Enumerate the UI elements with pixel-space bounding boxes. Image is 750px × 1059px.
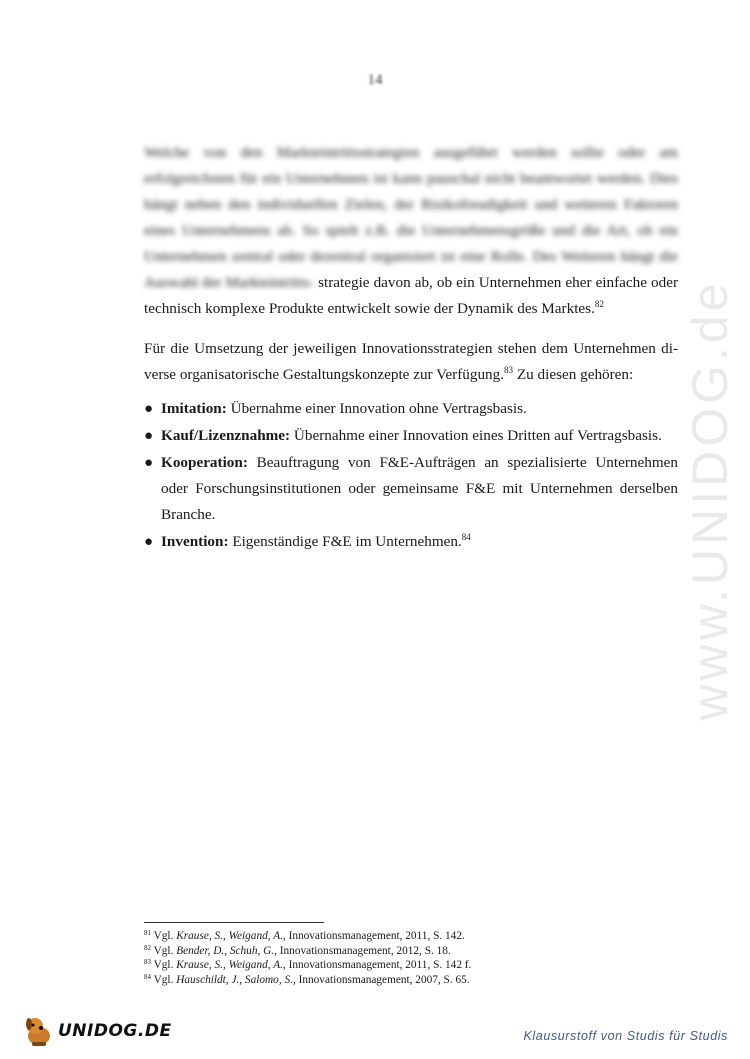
- paragraph-1-visible: strategie davon ab, ob ein Unternehmen eher einfache oder technisch komplexe Produkte entwickelt sowie der Dynamik des Marktes.: [144, 274, 679, 317]
- bullet-item-imitation: [144, 396, 678, 422]
- footnote-authors: Hauschildt, J., Salomo, S.: [176, 973, 293, 986]
- bullet-icon: ●: [144, 534, 154, 550]
- footnote-number: 83: [144, 958, 151, 966]
- bullet-item-kooperation: [144, 450, 678, 528]
- page-number: 14: [367, 72, 383, 88]
- footnote-authors: Krause, S., Weigand, A.: [176, 959, 283, 971]
- footnote-authors: Bender, D., Schuh, G.: [176, 944, 275, 957]
- bullet-term: Imitation:: [161, 400, 227, 417]
- blurred-text-content: Welche von den Markteintrittsstrategien ausgeführt werden sollte oder am erfolgreichsten für ein Unternehmen ist kann pauschal nicht beantwortet werden. Dies hängt neben den individuellen Zielen, der Risikofreudigkeit und weiteren Faktoren eines Unternehmens ab. So spielt z.B. die Unternehmensgröße und die Art, ob ein Unternehmen zentral oder dezentral organisiert ist eine Rolle. Des Weiteren hängt die Auswahl der Markteintritts-: [144, 144, 678, 291]
- bullet-term: Kauf/Lizenznahme:: [161, 427, 291, 444]
- watermark: www.UNIDOG.de: [682, 279, 738, 721]
- footnote-ref-82: 82: [594, 299, 604, 309]
- footnote-prefix: Vgl.: [151, 959, 177, 971]
- tagline: Klausurstoff von Studis für Studis: [523, 1029, 728, 1043]
- footnote-number: 81: [144, 929, 151, 937]
- footnote-rest: , Innovationsmanagement, 2007, S. 65.: [292, 973, 470, 986]
- footnote-prefix: Vgl.: [151, 930, 177, 942]
- paragraph-1: [144, 140, 678, 322]
- footnote-number: 84: [144, 972, 151, 981]
- footnote-rest: , Innovationsmanagement, 2012, S. 18.: [274, 944, 451, 957]
- bullet-term: Invention:: [161, 533, 229, 550]
- footnote-prefix: Vgl.: [151, 944, 177, 957]
- footnote-prefix: Vgl.: [151, 973, 177, 986]
- body-text: [144, 140, 678, 556]
- bullet-icon: ●: [144, 401, 154, 417]
- unidog-logo[interactable]: [22, 1014, 172, 1048]
- bullet-term: Kooperation:: [161, 454, 248, 471]
- bullet-list: [144, 396, 678, 555]
- paragraph-2-text: Für die Umsetzung der jeweiligen Innovationsstrategien stehen dem Unternehmen diverse organisatorische Gestaltungskonzepte zur Verfügung.: [144, 340, 678, 383]
- paragraph-2: [144, 336, 678, 388]
- bullet-icon: ●: [144, 455, 154, 471]
- paragraph-2-text-after: Zu diesen gehören:: [513, 366, 634, 383]
- footnote-82: [144, 944, 704, 959]
- footnote-divider: [144, 922, 324, 923]
- footnote-81: [144, 929, 704, 944]
- footnote-ref-83: 83: [504, 365, 514, 375]
- bullet-text: Übernahme einer Innovation ohne Vertragsbasis.: [226, 400, 527, 417]
- blurred-text: [144, 144, 678, 291]
- footnote-rest: , Innovationsmanagement, 2011, S. 142 f.: [282, 959, 472, 971]
- bullet-item-kauf: [144, 423, 678, 449]
- footnote-84: [144, 973, 704, 988]
- footnote-rest: , Innovationsmanagement, 2011, S. 142.: [282, 930, 465, 942]
- footnote-83: [144, 958, 704, 973]
- bullet-text: Übernahme einer Innovation eines Dritten auf Vertragsbasis.: [290, 427, 662, 444]
- bullet-text: Eigenständige F&E im Unternehmen.: [228, 533, 462, 550]
- bullet-text: Beauftragung von F&E-Aufträgen an spezialisierte Unternehmen oder Forschungsinstitutionen oder gemeinsame F&E mit Unternehmen derselben Branche.: [161, 454, 678, 523]
- logo-text: UNIDOG.DE: [58, 1021, 172, 1041]
- bullet-icon: ●: [144, 428, 154, 444]
- footnote-ref-84: 84: [461, 532, 471, 542]
- dog-icon: [22, 1014, 56, 1048]
- footnotes: [144, 929, 704, 987]
- footnote-authors: Krause, S., Weigand, A.: [176, 930, 283, 942]
- footnote-number: 82: [144, 943, 151, 952]
- bullet-item-invention: [144, 529, 678, 555]
